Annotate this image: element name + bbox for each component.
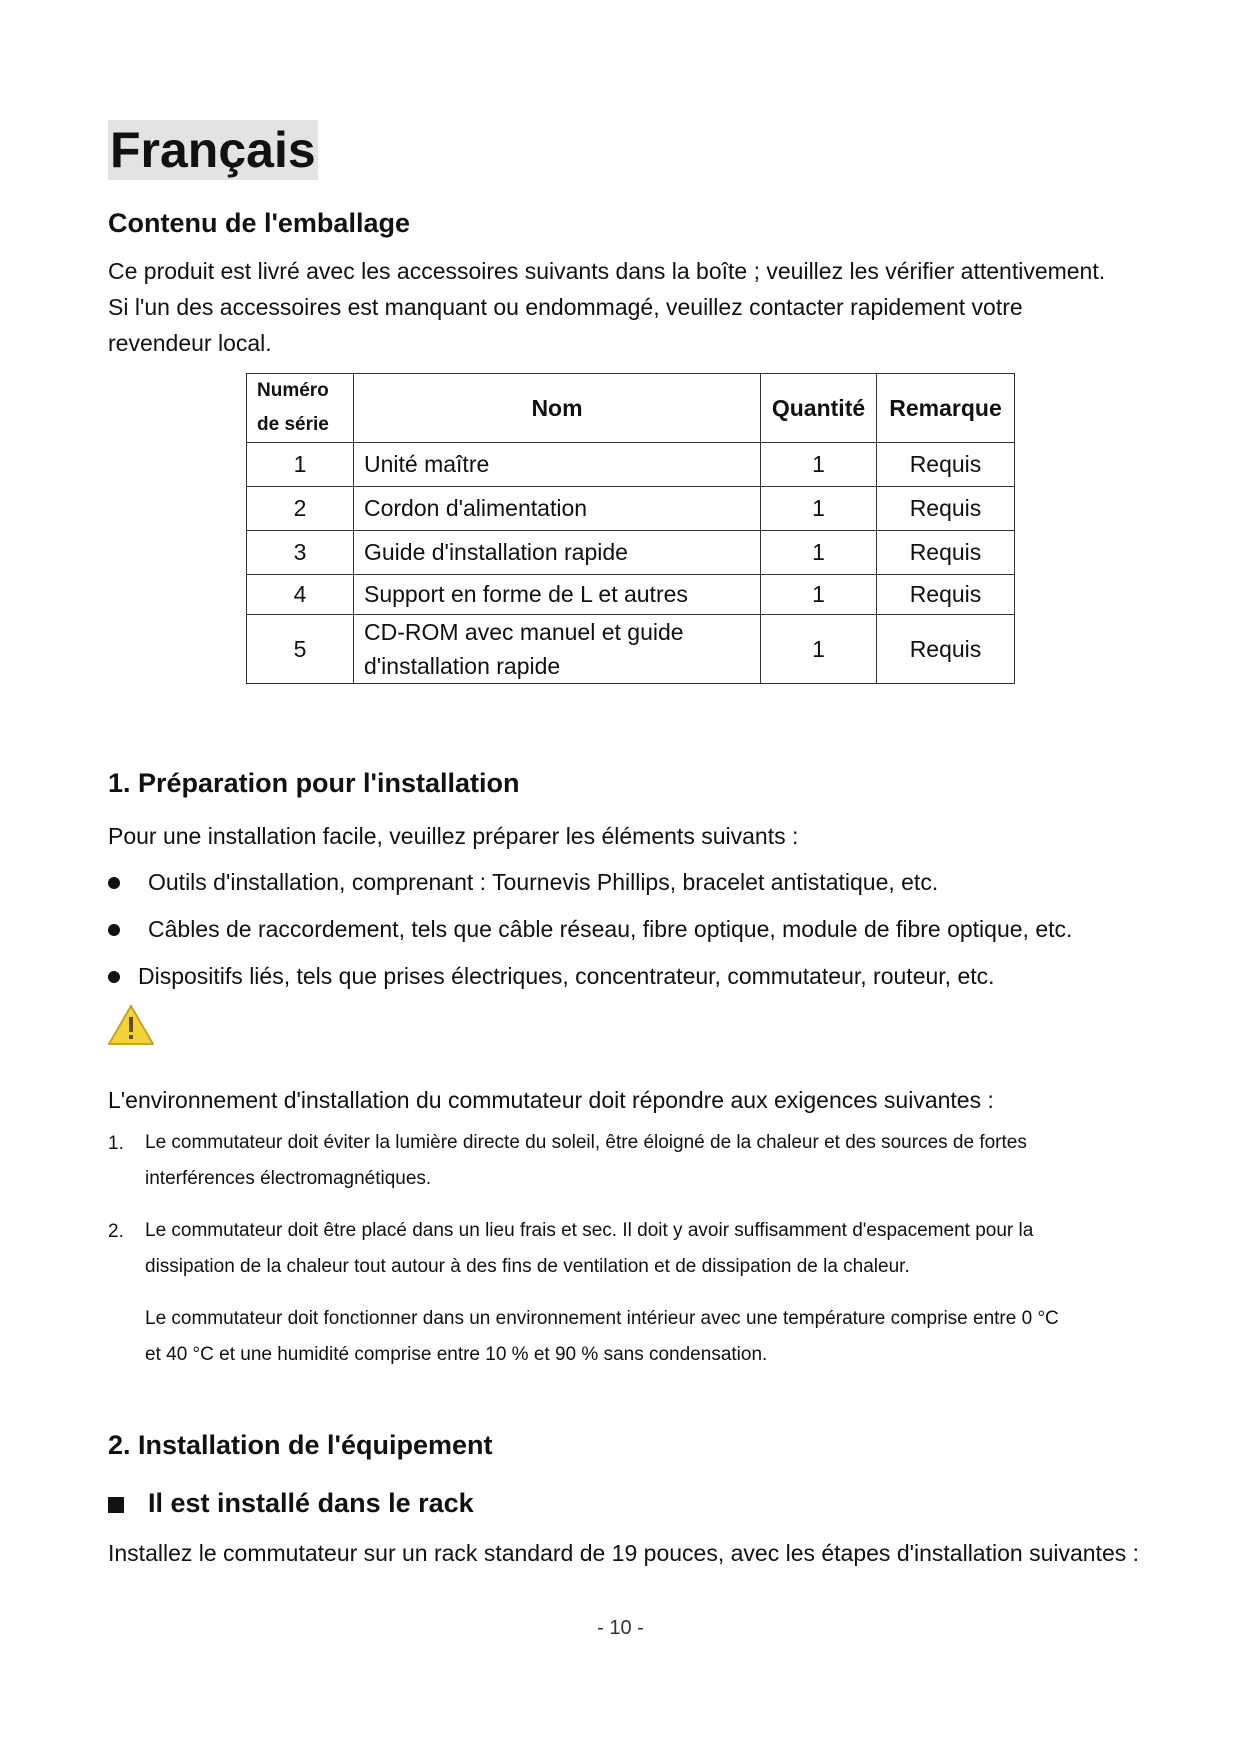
req-1-line1: Le commutateur doit éviter la lumière directe du soleil, être éloigné de la chaleur et des sources de fortes bbox=[145, 1132, 1027, 1153]
row-number: 2 bbox=[247, 487, 354, 531]
row-quantity: 1 bbox=[761, 487, 877, 531]
row-quantity: 1 bbox=[761, 443, 877, 487]
row-quantity: 1 bbox=[761, 531, 877, 575]
req-1-number: 1. bbox=[108, 1133, 124, 1154]
table-header-row bbox=[247, 374, 1015, 443]
header-serial-number bbox=[247, 374, 354, 443]
row-number: 4 bbox=[247, 575, 354, 615]
table-row bbox=[247, 531, 1015, 575]
header-name: Nom bbox=[354, 374, 761, 443]
req-2-number: 2. bbox=[108, 1221, 124, 1242]
row-name-line1: CD-ROM avec manuel et guide bbox=[364, 619, 684, 645]
row-number: 1 bbox=[247, 443, 354, 487]
bullet-dot bbox=[108, 877, 120, 889]
row-remark: Requis bbox=[877, 531, 1015, 575]
square-bullet bbox=[108, 1497, 124, 1513]
req-1-line2: interférences électromagnétiques. bbox=[145, 1168, 432, 1189]
table-row bbox=[247, 443, 1015, 487]
table-row bbox=[247, 615, 1015, 684]
install-heading: 2. Installation de l'équipement bbox=[108, 1430, 493, 1460]
table-row bbox=[247, 487, 1015, 531]
bullet-dot bbox=[108, 971, 120, 983]
req-2-line1: Le commutateur doit être placé dans un lieu frais et sec. Il doit y avoir suffisamment d'espacement pour la bbox=[145, 1220, 1034, 1241]
row-quantity: 1 bbox=[761, 575, 877, 615]
packaging-intro-line3: revendeur local. bbox=[108, 330, 272, 356]
table-row bbox=[247, 575, 1015, 615]
req-2-line3: Le commutateur doit fonctionner dans un environnement intérieur avec une température comprise entre 0 °C bbox=[145, 1308, 1059, 1329]
packaging-heading: Contenu de l'emballage bbox=[108, 208, 410, 238]
bullet-dot bbox=[108, 924, 120, 936]
row-name: Support en forme de L et autres bbox=[354, 575, 761, 615]
page-number: - 10 - bbox=[597, 1617, 644, 1639]
prep-bullet-3: Dispositifs liés, tels que prises électriques, concentrateur, commutateur, routeur, etc. bbox=[138, 963, 995, 989]
install-subheading: Il est installé dans le rack bbox=[148, 1488, 474, 1518]
row-name: Cordon d'alimentation bbox=[354, 487, 761, 531]
row-remark: Requis bbox=[877, 443, 1015, 487]
prep-bullet-2: Câbles de raccordement, tels que câble réseau, fibre optique, module de fibre optique, etc. bbox=[148, 916, 1073, 942]
warning-triangle-icon bbox=[108, 1004, 154, 1046]
prep-heading: 1. Préparation pour l'installation bbox=[108, 768, 520, 798]
row-remark: Requis bbox=[877, 487, 1015, 531]
packaging-intro-line2: Si l'un des accessoires est manquant ou endommagé, veuillez contacter rapidement votre bbox=[108, 294, 1023, 320]
row-number: 5 bbox=[247, 615, 354, 684]
package-contents-table bbox=[246, 373, 1015, 684]
header-serial-number-line2: de série bbox=[257, 414, 329, 435]
row-remark: Requis bbox=[877, 575, 1015, 615]
env-intro: L'environnement d'installation du commutateur doit répondre aux exigences suivantes : bbox=[108, 1087, 994, 1113]
prep-bullet-1: Outils d'installation, comprenant : Tournevis Phillips, bracelet antistatique, etc. bbox=[148, 869, 939, 895]
row-number: 3 bbox=[247, 531, 354, 575]
header-remark: Remarque bbox=[877, 374, 1015, 443]
install-text: Installez le commutateur sur un rack standard de 19 pouces, avec les étapes d'installation suivantes : bbox=[108, 1540, 1140, 1566]
page-title: Français bbox=[110, 122, 316, 178]
req-2-line4: et 40 °C et une humidité comprise entre 10 % et 90 % sans condensation. bbox=[145, 1344, 768, 1365]
row-remark: Requis bbox=[877, 615, 1015, 684]
header-serial-number-line1: Numéro bbox=[257, 380, 329, 401]
header-quantity: Quantité bbox=[761, 374, 877, 443]
packaging-intro-line1: Ce produit est livré avec les accessoires suivants dans la boîte ; veuillez les vérifier attentivement. bbox=[108, 258, 1106, 284]
row-quantity: 1 bbox=[761, 615, 877, 684]
prep-intro: Pour une installation facile, veuillez préparer les éléments suivants : bbox=[108, 823, 799, 849]
req-2-line2: dissipation de la chaleur tout autour à des fins de ventilation et de dissipation de la chaleur. bbox=[145, 1256, 910, 1277]
row-name-line2: d'installation rapide bbox=[364, 653, 561, 679]
row-name: Guide d'installation rapide bbox=[354, 531, 761, 575]
row-name bbox=[354, 615, 761, 684]
row-name: Unité maître bbox=[354, 443, 761, 487]
